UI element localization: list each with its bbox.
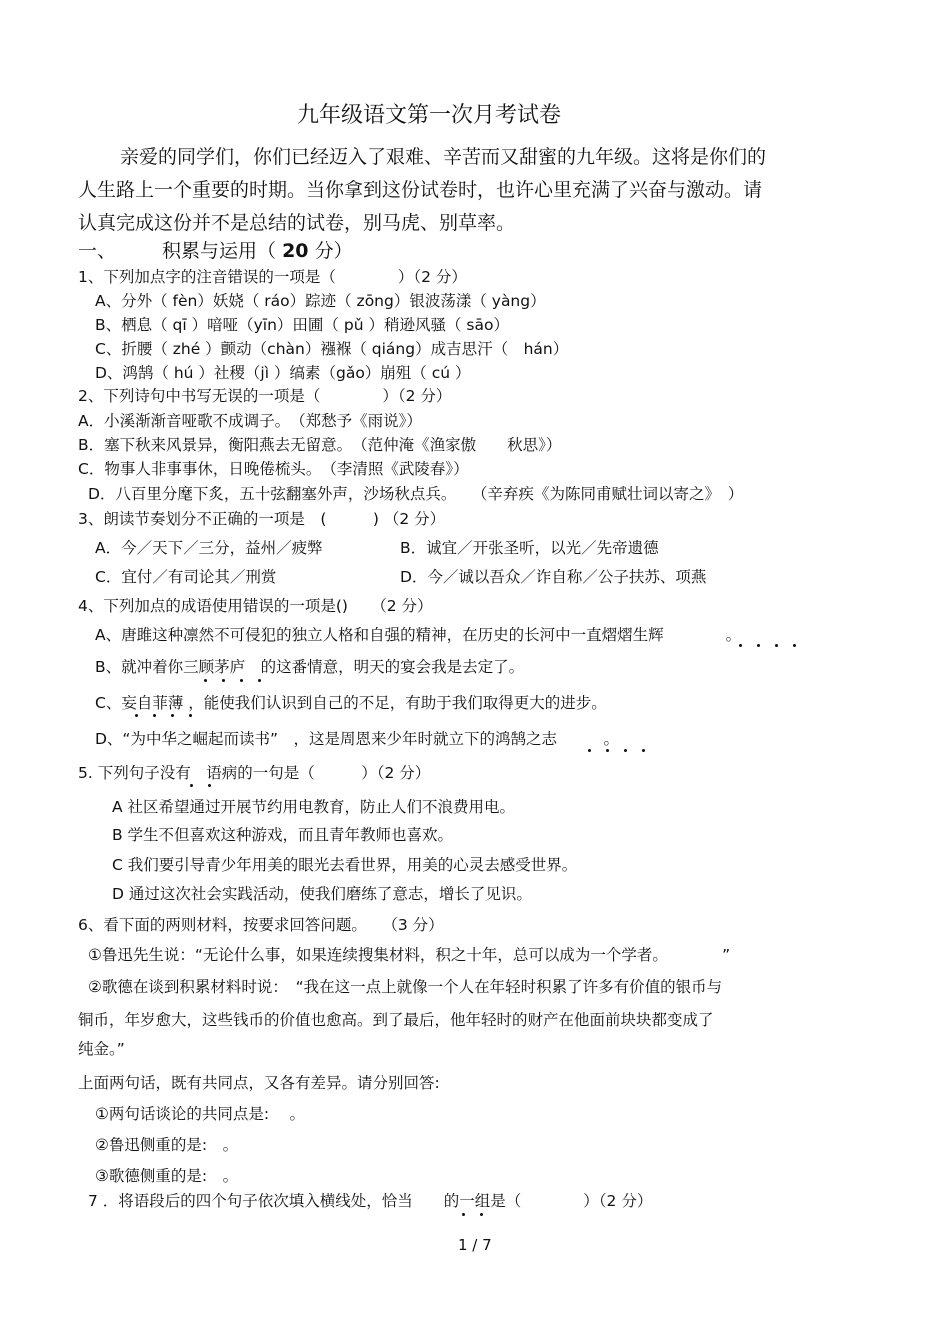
emphasis-dot — [462, 1213, 465, 1216]
emphasis-dot — [222, 679, 225, 682]
q5-option-d: D 通过这次社会实践活动，使我们磨练了意志，增长了见识。 — [112, 885, 532, 903]
q5-option-b: B 学生不但喜欢这种游戏，而且青年教师也喜欢。 — [112, 826, 454, 844]
q3-option-d: D．今／诚以吾众／诈自称／公子扶苏、项燕 — [400, 568, 707, 586]
emphasis-dot — [135, 714, 138, 717]
emphasis-dot — [793, 644, 796, 647]
q5-option-a: A 社区希望通过开展节约用电教育，防止人们不浪费用电。 — [112, 798, 516, 816]
emphasis-dot — [775, 644, 778, 647]
page-title: 九年级语文第一次月考试卷 — [297, 103, 562, 128]
q6-prompt: 上面两句话，既有共同点，又各有差异。请分别回答: — [78, 1074, 440, 1092]
emphasis-dot — [240, 679, 243, 682]
q1-option-d: D、鸿鹄（ hú ）社稷（jì ）缟素（gǎo）崩殂（ cú ） — [95, 364, 471, 382]
emphasis-dot — [480, 1213, 483, 1216]
q5-stem: 5. 下列句子没有 语病的一句是（ ）（2 分） — [78, 764, 431, 782]
emphasis-dot — [739, 644, 742, 647]
emphasis-dot — [208, 784, 211, 787]
emphasis-dot — [190, 784, 193, 787]
q1-option-b: B、栖息（ qī ）喑哑（yīn）田圃（ pǔ ）稍逊风骚（ sāo） — [95, 316, 509, 334]
q5-option-c: C 我们要引导青少年用美的眼光去看世界，用美的心灵去感受世界。 — [112, 856, 578, 874]
q6-stem: 6、看下面的两则材料，按要求回答问题。 （3 分） — [78, 916, 444, 934]
q6-material-2-line-1: ②歌德在谈到积累材料时说： “我在这一点上就像一个人在年轻时积累了许多有价值的银币与 — [88, 978, 723, 996]
q6-answer-2: ②鲁迅侧重的是: 。 — [95, 1136, 239, 1154]
q4-option-d: D、“为中华之崛起而读书” ，这是周恩来少年时就立下的鸿鹄之志 。 — [95, 730, 619, 748]
q4-stem: 4、下列加点的成语使用错误的一项是() （2 分） — [78, 597, 433, 615]
emphasis-dot — [189, 714, 192, 717]
q1-option-c: C、折腰（ zhé ）颤动（chàn）襁褓（ qiáng）成吉思汗（ hán） — [95, 340, 569, 358]
emphasis-dot — [642, 749, 645, 752]
emphasis-dot — [171, 714, 174, 717]
q7-stem: 7 ．将语段后的四个句子依次填入横线处，恰当 的一组是（ ）（2 分） — [88, 1192, 653, 1210]
q4-option-a: A、唐雎这种凛然不可侵犯的独立人格和自强的精神，在历史的长河中一直熠熠生辉 。 — [95, 626, 742, 644]
q6-answer-3: ③歌德侧重的是: 。 — [95, 1167, 239, 1185]
q3-option-a: A．今／天下／三分，益州／疲弊 — [95, 539, 323, 557]
q4-option-c: C、妄自菲薄 ，能使我们认识到自己的不足，有助于我们取得更大的进步。 — [95, 694, 607, 712]
emphasis-dot — [606, 749, 609, 752]
q1-stem: 1、下列加点字的注音错误的一项是（ ）（2 分） — [78, 268, 467, 286]
intro-line-2: 人生路上一个重要的时期。当你拿到这份试卷时，也许心里充满了兴奋与激动。请 — [78, 179, 763, 201]
q2-option-a: A．小溪渐渐音哑歌不成调子。 （郑愁予《雨说》） — [78, 412, 422, 430]
q3-option-b: B．诚宜／开张圣听，以光／先帝遗德 — [400, 539, 659, 557]
q3-stem: 3、朗读节奏划分不正确的一项是 ( ) （2 分） — [78, 510, 446, 528]
q2-option-c: C．物事人非事事休，日晚倦梳头。 （李清照《武陵春》） — [78, 460, 469, 478]
q6-answer-1: ①两句话谈论的共同点是: 。 — [95, 1105, 306, 1123]
page-number: 1 / 7 — [458, 1236, 492, 1254]
intro-line-3: 认真完成这份并不是总结的试卷，别马虎、别草率。 — [78, 212, 516, 234]
emphasis-dot — [204, 679, 207, 682]
q6-material-2-line-2: 铜币，年岁愈大，这些钱币的价值也愈高。到了最后，他年轻时的财产在他面前块块都变成了 — [78, 1011, 714, 1029]
q2-stem: 2、下列诗句中书写无误的一项是（ ）（2 分） — [78, 387, 452, 405]
emphasis-dot — [624, 749, 627, 752]
q1-option-a: A、分外（ fèn）妖娆（ ráo）踪迹（ zōng）银波荡漾（ yàng） — [95, 292, 546, 310]
q2-option-d: D．八百里分麾下炙，五十弦翻塞外声，沙场秋点兵。 （辛弃疾《为陈同甫赋壮词以寄之》 ） — [88, 485, 744, 503]
section-heading: 一、 积累与运用（ 20 分） — [78, 240, 353, 262]
q2-option-b: B．塞下秋来风景异，衡阳燕去无留意。 （范仲淹《渔家傲 秋思》） — [78, 436, 562, 454]
emphasis-dot — [588, 749, 591, 752]
emphasis-dot — [153, 714, 156, 717]
emphasis-dot — [757, 644, 760, 647]
q4-option-b: B、就冲着你三顾茅庐 的这番情意，明天的宴会我是去定了。 — [95, 658, 525, 676]
intro-line-1: 亲爱的同学们，你们已经迈入了艰难、辛苦而又甜蜜的九年级。这将是你们的 — [120, 146, 767, 168]
q3-option-c: C．宜付／有司论其／刑赏 — [95, 568, 277, 586]
emphasis-dot — [258, 679, 261, 682]
q6-material-2-line-3: 纯金。” — [78, 1040, 125, 1058]
q6-material-1: ①鲁迅先生说：“无论什么事，如果连续搜集材料，积之十年，总可以成为一个学者。 ” — [88, 946, 731, 964]
